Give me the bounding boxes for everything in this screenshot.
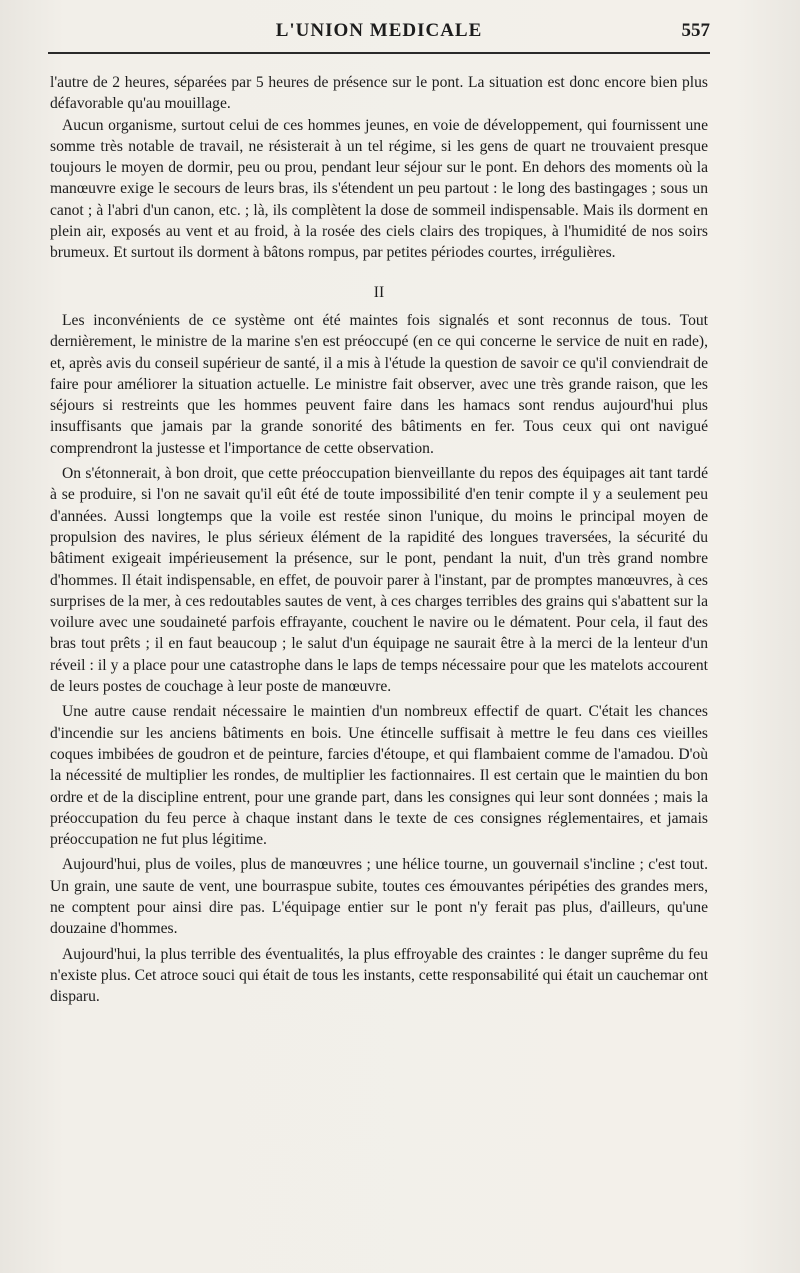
- header-rule: [48, 52, 710, 54]
- section-marker: II: [373, 283, 385, 301]
- paragraph: Aucun organisme, surtout celui de ces hommes jeunes, en voie de développement, qui fournissent une somme très notable de travail, ne résisterait à un tel régime, si les gens de quart ne trouvaient presque toujours le moyen de dormir, peu ou prou, pendant leur séjour sur le pont. En dehors des moments où la manœuvre exige le secours de leurs bras, ils s'étendent un peu partout : le long des bastingages ; sous un canot ; à l'abri d'un canon, etc. ; là, ils complètent la dose de sommeil indispensable. Mais ils dorment en plein air, exposés au vent et au froid, à la rosée des ciels clairs des tropiques, à l'humidité de nos soirs brumeux. Et surtout ils dorment à bâtons rompus, par petites périodes courtes, irrégulières.: [50, 116, 708, 262]
- paragraph: l'autre de 2 heures, séparées par 5 heures de présence sur le pont. La situation est donc encore bien plus défavorable qu'au mouillage.: [50, 74, 708, 113]
- paragraph: Les inconvénients de ce système ont été maintes fois signalés et sont reconnus de tous. Tout dernièrement, le ministre de la marine s'en est préoccupé (en ce qui concerne le service de nuit en rade), et, après avis du conseil supérieur de santé, il a mis à l'étude la question de savoir ce qu'il conviendrait de faire pour améliorer la situation actuelle. Le ministre fait observer, avec une très grande raison, que les séjours si restreints que les hommes peuvent faire dans les hamacs sont rendus aujourd'hui plus insuffisants que jamais par la grande sonorité des bâtiments en fer. Tous ceux qui ont navigué comprendront la justesse et l'importance de cette observation.: [50, 311, 708, 457]
- running-title: L'UNION MEDICALE: [275, 20, 483, 41]
- paragraph: Aujourd'hui, plus de voiles, plus de manœuvres ; une hélice tourne, un gouvernail s'incline ; c'est tout. Un grain, une saute de vent, une bourraspue subite, toutes ces émouvantes péripéties des grandes mers, ne comptent pour ainsi dire pas. L'équipage entier sur le pont n'y ferait pas plus, d'ailleurs, qu'une douzaine d'hommes.: [50, 856, 708, 938]
- paragraph: Aujourd'hui, la plus terrible des éventualités, la plus effroyable des craintes : le danger suprême du feu n'existe plus. Cet atroce souci qui était de tous les instants, cette responsabilité qui était un cauchemar ont disparu.: [50, 945, 708, 1006]
- article-body: [50, 72, 708, 1007]
- paragraph: On s'étonnerait, à bon droit, que cette préoccupation bienveillante du repos des équipages ait tant tardé à se produire, si l'on ne savait qu'il eût été de toute impossibilité d'en tenir compte il y a seulement peu d'années. Aussi longtemps que la voile est restée sinon l'unique, du moins le principal moyen de propulsion des navires, le plus sérieux élément de la rapidité des longues traversées, la sécurité du bâtiment exigeait impérieusement la présence, sur le pont, pendant la nuit, d'un très grand nombre d'hommes. Il était indispensable, en effet, de pouvoir parer à l'instant, par de promptes manœuvres, à ces surprises de la mer, à ces redoutables sautes de vent, à ces charges terribles des grains qui s'abattent sur la voilure avec une soudaineté parfois effrayante, couchent le navire ou le dématent. Pour cela, il faut des bras tout prêts ; il en faut beaucoup ; le salut d'un équipage ne saurait être à la merci de la lenteur d'un réveil : il y a place pour une catastrophe dans le laps de temps nécessaire pour que les matelots accourent de leurs postes de couchage à leur poste de manœuvre.: [50, 465, 708, 696]
- paragraph: Une autre cause rendait nécessaire le maintien d'un nombreux effectif de quart. C'était les chances d'incendie sur les anciens bâtiments en bois. Une étincelle suffisait à mettre le feu dans ces vieilles coques imbibées de goudron et de peinture, farcies d'étoupe, et qui flambaient comme de l'amadou. D'où la nécessité de multiplier les rondes, de multiplier les factionnaires. Il est certain que le maintien du bon ordre et de la discipline entrent, pour une grande part, dans les consignes qui leur sont données ; mais la préoccupation du feu perce à chaque instant dans le texte de ces consignes réglementaires, et jamais préoccupation ne fut plus légitime.: [50, 703, 708, 849]
- page-number: 557: [681, 20, 710, 41]
- page-header: [48, 18, 710, 48]
